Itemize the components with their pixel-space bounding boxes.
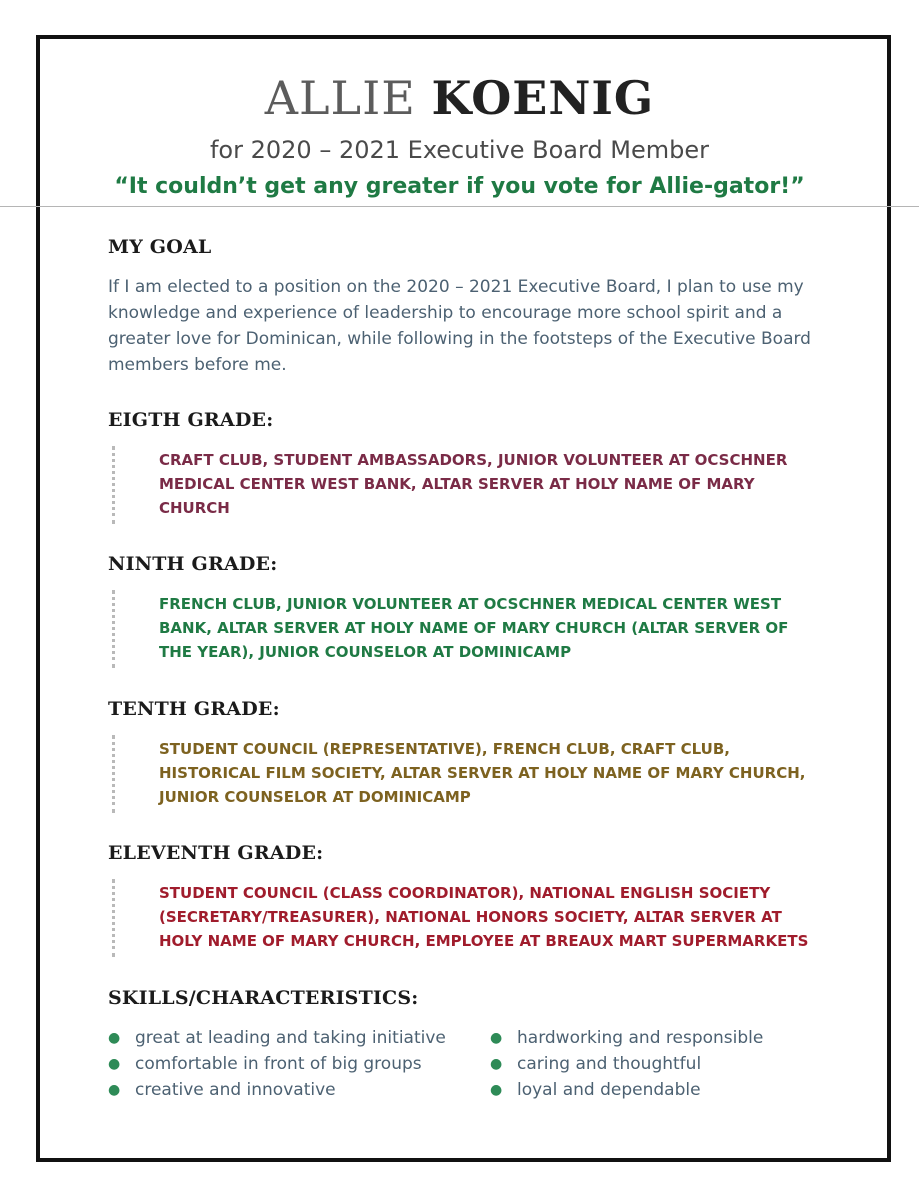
ninth-grade-heading: NINTH GRADE: — [108, 553, 278, 575]
position-subtitle: for 2020 – 2021 Executive Board Member — [209, 136, 710, 164]
skill-item — [108, 1077, 446, 1103]
bullet-icon: ● — [108, 1082, 121, 1098]
skill-text: caring and thoughtful — [517, 1054, 702, 1074]
skill-text: great at leading and taking initiative — [135, 1028, 446, 1048]
bullet-icon: ● — [490, 1030, 503, 1046]
first-name: ALLIE — [264, 71, 416, 125]
goal-heading: MY GOAL — [108, 236, 212, 258]
skill-item — [108, 1025, 446, 1051]
tenth-grade-activities: STUDENT COUNCIL (REPRESENTATIVE), FRENCH CLUB, CRAFT CLUB, HISTORICAL FILM SOCIETY, ALTAR SERVER AT HOLY NAME OF MARY CHURCH, JUNIOR COUNSELOR AT DOMINICAMP — [112, 735, 824, 813]
bullet-icon: ● — [108, 1056, 121, 1072]
bullet-icon: ● — [108, 1030, 121, 1046]
bullet-icon: ● — [490, 1082, 503, 1098]
skill-text: creative and innovative — [135, 1080, 336, 1100]
skill-item — [490, 1051, 763, 1077]
skill-text: comfortable in front of big groups — [135, 1054, 422, 1074]
last-name: KOENIG — [431, 71, 655, 125]
skill-text: hardworking and responsible — [517, 1028, 764, 1048]
skill-text: loyal and dependable — [517, 1080, 701, 1100]
eleventh-grade-heading: ELEVENTH GRADE: — [108, 842, 324, 864]
candidate-name — [0, 66, 919, 130]
skill-item — [490, 1077, 763, 1103]
ninth-grade-activities: FRENCH CLUB, JUNIOR VOLUNTEER AT OCSCHNER MEDICAL CENTER WEST BANK, ALTAR SERVER AT HOLY NAME OF MARY CHURCH (ALTAR SERVER OF THE YEAR), JUNIOR COUNSELOR AT DOMINICAMP — [112, 590, 824, 668]
eighth-grade-activities: CRAFT CLUB, STUDENT AMBASSADORS, JUNIOR VOLUNTEER AT OCSCHNER MEDICAL CENTER WEST BANK, ALTAR SERVER AT HOLY NAME OF MARY CHURCH — [112, 446, 824, 524]
bullet-icon: ● — [490, 1056, 503, 1072]
header-rule — [0, 206, 919, 207]
eighth-grade-heading: EIGTH GRADE: — [108, 409, 274, 431]
tenth-grade-heading: TENTH GRADE: — [108, 698, 280, 720]
skill-item — [108, 1051, 446, 1077]
skills-column-2 — [490, 1025, 763, 1103]
goal-text: If I am elected to a position on the 2020 – 2021 Executive Board, I plan to use my knowledge and experience of leadership to encourage more school spirit and a greater love for Dominican, while following in the footsteps of the Executive Board members before me. — [108, 277, 811, 375]
skills-heading: SKILLS/CHARACTERISTICS: — [108, 987, 419, 1009]
skills-column-1 — [108, 1025, 446, 1103]
eleventh-grade-activities: STUDENT COUNCIL (CLASS COORDINATOR), NATIONAL ENGLISH SOCIETY (SECRETARY/TREASURER), NATIONAL HONORS SOCIETY, ALTAR SERVER AT HOLY NAME OF MARY CHURCH, EMPLOYEE AT BREAUX MART SUPERMARKETS — [112, 879, 824, 957]
skill-item — [490, 1025, 763, 1051]
campaign-slogan: “It couldn’t get any greater if you vote for Allie-gator!” — [114, 174, 805, 199]
